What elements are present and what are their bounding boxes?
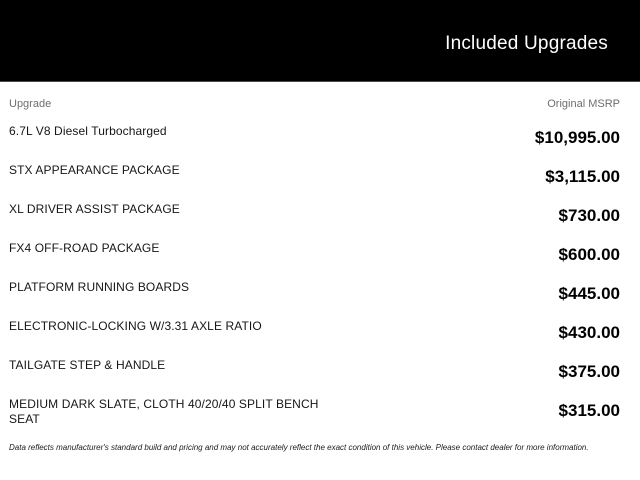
upgrade-price: $10,995.00 <box>534 128 620 147</box>
panel-title: Included Upgrades <box>445 32 608 54</box>
upgrade-name: STX APPEARANCE PACKAGE <box>9 163 180 177</box>
table-header-row <box>9 82 620 121</box>
upgrade-name: MEDIUM DARK SLATE, CLOTH 40/20/40 SPLIT BENCH SEAT <box>9 397 319 426</box>
upgrades-table <box>0 82 640 453</box>
upgrade-name: ELECTRONIC-LOCKING W/3.31 AXLE RATIO <box>9 319 262 333</box>
table-row <box>9 121 620 160</box>
upgrade-price: $445.00 <box>558 284 620 303</box>
table-row <box>9 316 620 355</box>
upgrade-name: TAILGATE STEP & HANDLE <box>9 358 166 372</box>
upgrade-price: $315.00 <box>558 401 620 420</box>
table-row <box>9 238 620 277</box>
table-row <box>9 394 620 433</box>
upgrade-name: XL DRIVER ASSIST PACKAGE <box>9 202 180 216</box>
table-row <box>9 160 620 199</box>
upgrade-price: $430.00 <box>558 323 620 342</box>
disclaimer-text: Data reflects manufacturer's standard build and pricing and may not accurately reflect the exact condition of this vehicle. Please contact dealer for more information. <box>9 443 589 452</box>
table-row <box>9 199 620 238</box>
upgrade-name: FX4 OFF-ROAD PACKAGE <box>9 241 160 255</box>
upgrade-price: $730.00 <box>558 206 620 225</box>
upgrade-rows <box>9 121 620 433</box>
table-row <box>9 277 620 316</box>
column-header-msrp: Original MSRP <box>547 98 620 110</box>
upgrade-name: 6.7L V8 Diesel Turbocharged <box>9 124 167 138</box>
banner <box>0 0 640 82</box>
upgrade-price: $600.00 <box>558 245 620 264</box>
upgrade-price: $3,115.00 <box>545 167 620 186</box>
upgrade-price: $375.00 <box>558 362 620 381</box>
column-header-upgrade: Upgrade <box>9 98 52 110</box>
table-row <box>9 355 620 394</box>
upgrade-name: PLATFORM RUNNING BOARDS <box>9 280 190 294</box>
